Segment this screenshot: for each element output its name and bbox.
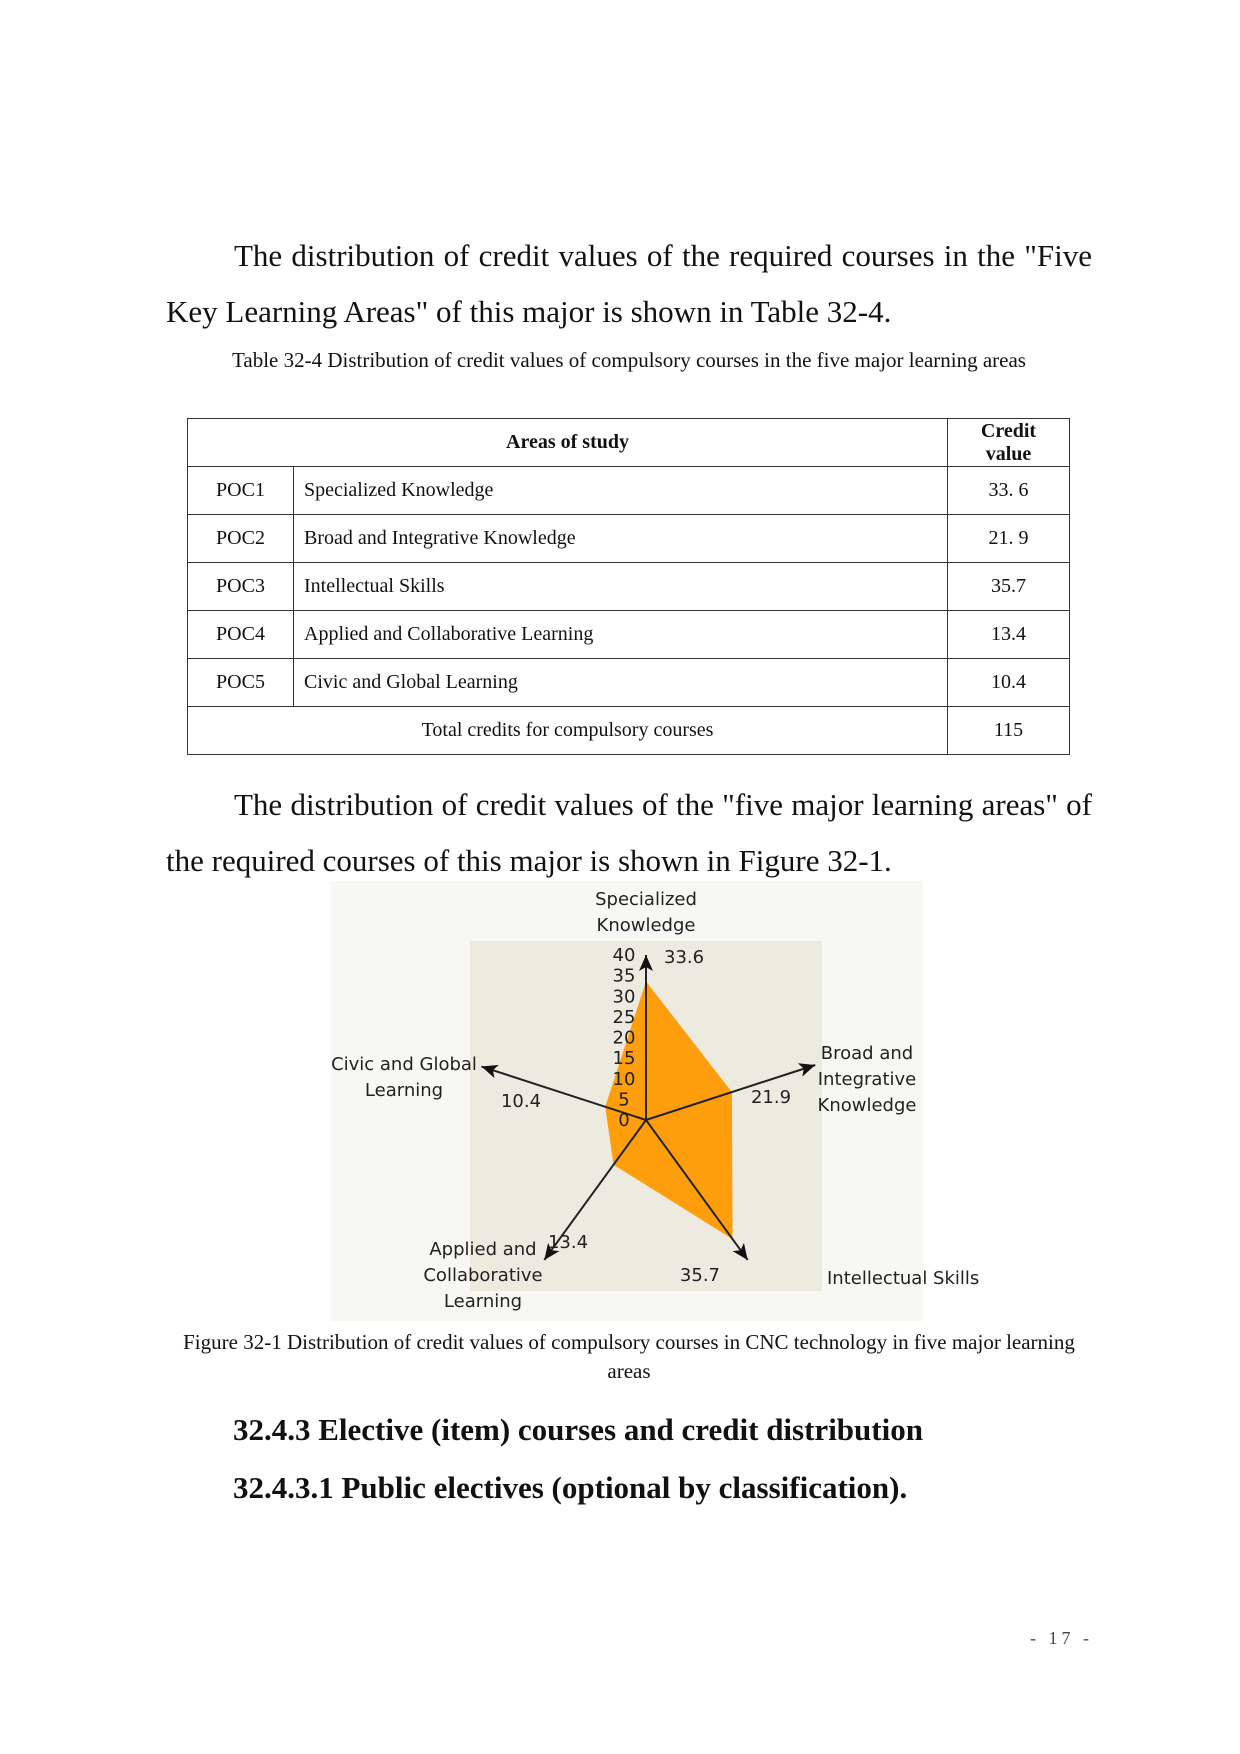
header-credit-value: Credit value (948, 419, 1070, 467)
axis-tick-label: 0 (618, 1110, 630, 1131)
category-label: Intellectual Skills (827, 1268, 980, 1289)
row-area: Specialized Knowledge (294, 467, 948, 515)
axis-tick-label: 20 (612, 1027, 636, 1049)
total-value: 115 (948, 707, 1070, 755)
row-value: 21. 9 (948, 515, 1070, 563)
radar-chart (331, 881, 980, 1321)
row-area: Civic and Global Learning (294, 659, 948, 707)
table-row (188, 467, 1070, 515)
row-value: 13.4 (948, 611, 1070, 659)
intro-paragraph: The distribution of credit values of the required courses in the "Five Key Learning Areas" of this major is shown in Table 32-4. (166, 238, 1092, 329)
category-label: Learning (364, 1080, 444, 1101)
section-heading: 32.4.3 Elective (item) courses and credit distribution (233, 1412, 923, 1447)
axis-tick-label: 25 (612, 1006, 636, 1028)
table-row (188, 563, 1070, 611)
subsection-heading: 32.4.3.1 Public electives (optional by classification). (233, 1470, 908, 1505)
total-label: Total credits for compulsory courses (188, 707, 948, 755)
row-code: POC2 (188, 515, 294, 563)
axis-tick-label: 10 (612, 1068, 636, 1090)
category-label: Knowledge (817, 1095, 917, 1116)
row-code: POC4 (188, 611, 294, 659)
data-label: 13.4 (547, 1232, 589, 1253)
figure-paragraph: The distribution of credit values of the "five major learning areas" of the required courses of this major is shown in Figure 32-1. (166, 787, 1092, 878)
category-label: Knowledge (596, 915, 696, 936)
table-caption: Table 32-4 Distribution of credit values of compulsory courses in the five major learning areas (232, 348, 1026, 372)
data-label: 33.6 (664, 947, 705, 968)
axis-tick-label: 5 (618, 1089, 630, 1111)
category-label: Collaborative (423, 1265, 543, 1286)
data-label: 21.9 (750, 1087, 792, 1108)
data-label: 35.7 (679, 1265, 720, 1286)
axis-tick-label: 15 (612, 1048, 636, 1070)
row-area: Applied and Collaborative Learning (294, 611, 948, 659)
row-value: 33. 6 (948, 467, 1070, 515)
row-code: POC3 (188, 563, 294, 611)
axis-tick-label: 30 (612, 986, 636, 1008)
axis-tick-label: 35 (612, 965, 636, 987)
page-number: - 17 - (1030, 1628, 1093, 1648)
table-row (188, 611, 1070, 659)
axis-tick-label: 40 (612, 945, 636, 966)
data-label: 10.4 (500, 1091, 542, 1112)
header-areas-of-study: Areas of study (188, 419, 948, 467)
row-code: POC5 (188, 659, 294, 707)
row-value: 35.7 (948, 563, 1070, 611)
row-value: 10.4 (948, 659, 1070, 707)
table-total-row (188, 707, 1070, 755)
category-label: Applied and (429, 1239, 537, 1260)
category-label: Learning (443, 1291, 523, 1312)
row-area: Intellectual Skills (294, 563, 948, 611)
category-label: Integrative (817, 1069, 917, 1090)
table-row (188, 515, 1070, 563)
table-header-row (188, 419, 1070, 467)
table-row (188, 659, 1070, 707)
figure-caption: Figure 32-1 Distribution of credit values of compulsory courses in CNC technology in five major learning areas (183, 1330, 1075, 1383)
row-area: Broad and Integrative Knowledge (294, 515, 948, 563)
category-label: Civic and Global (331, 1054, 477, 1075)
category-label: Broad and (820, 1043, 914, 1064)
credit-table (187, 418, 1070, 755)
category-label: Specialized (595, 889, 697, 910)
row-code: POC1 (188, 467, 294, 515)
